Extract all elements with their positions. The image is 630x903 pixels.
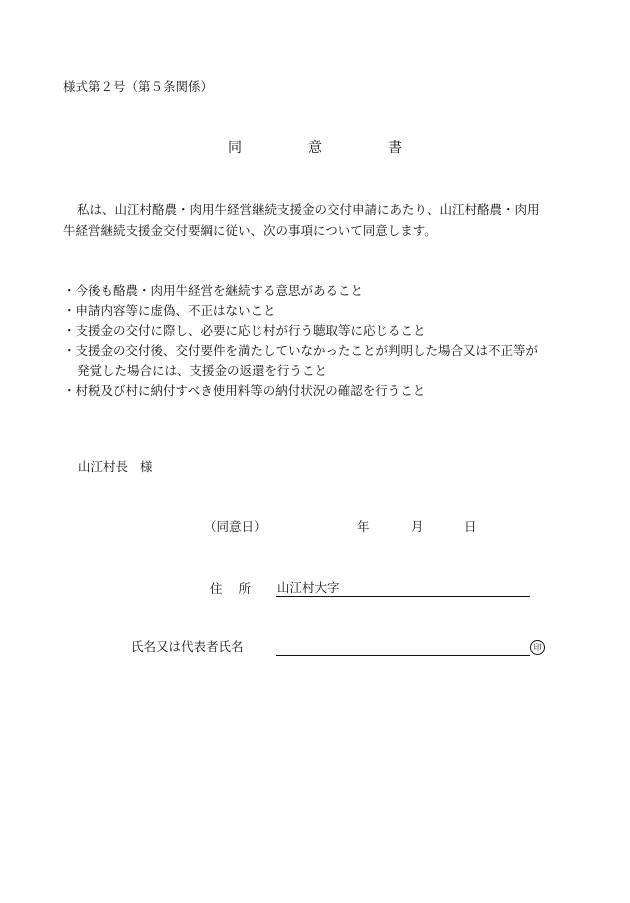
date-day-label: 日 <box>464 519 477 534</box>
consent-items-list <box>63 281 538 401</box>
address-label-part-2: 所 <box>238 581 252 596</box>
intro-paragraph <box>63 199 540 241</box>
seal-icon: 印 <box>530 640 545 655</box>
consent-item-continuation: 発覚した場合には、支援金の返還を行うこと <box>77 363 328 378</box>
intro-line-2: 牛経営継続支援金交付要綱に従い、次の事項について同意します。 <box>63 223 437 238</box>
consent-item: ・今後も酪農・肉用牛経営を継続する意思があること <box>63 283 364 298</box>
consent-item: ・支援金の交付に際し、必要に応じ村が行う聴取等に応じること <box>63 323 426 338</box>
consent-date-label: （同意日） <box>204 519 267 534</box>
address-label <box>210 583 251 596</box>
addressee-name: 山江村長 <box>78 459 129 474</box>
intro-line-1: 私は、山江村酪農・肉用牛経営継続支援金の交付申請にあたり、山江村酪農・肉用 <box>77 202 540 217</box>
name-underline <box>276 655 530 656</box>
form-number: 様式第２号（第５条関係） <box>63 79 214 94</box>
addressee <box>78 461 153 474</box>
consent-item: ・申請内容等に虚偽、不正はないこと <box>63 303 276 318</box>
document-title: 同 意 書 <box>228 140 428 156</box>
address-label-part-1: 住 <box>210 581 223 596</box>
address-prefix: 山江村大字 <box>277 580 340 595</box>
date-month-label: 月 <box>411 519 424 534</box>
name-label: 氏名又は代表者氏名 <box>131 639 244 654</box>
consent-item: ・村税及び村に納付すべき使用料等の納付状況の確認を行うこと <box>63 383 426 398</box>
consent-item: ・支援金の交付後、交付要件を満たしていなかったことが判明した場合又は不正等が <box>63 343 539 358</box>
date-year-label: 年 <box>357 519 370 534</box>
addressee-honorific: 様 <box>140 459 153 474</box>
address-underline <box>276 596 530 597</box>
